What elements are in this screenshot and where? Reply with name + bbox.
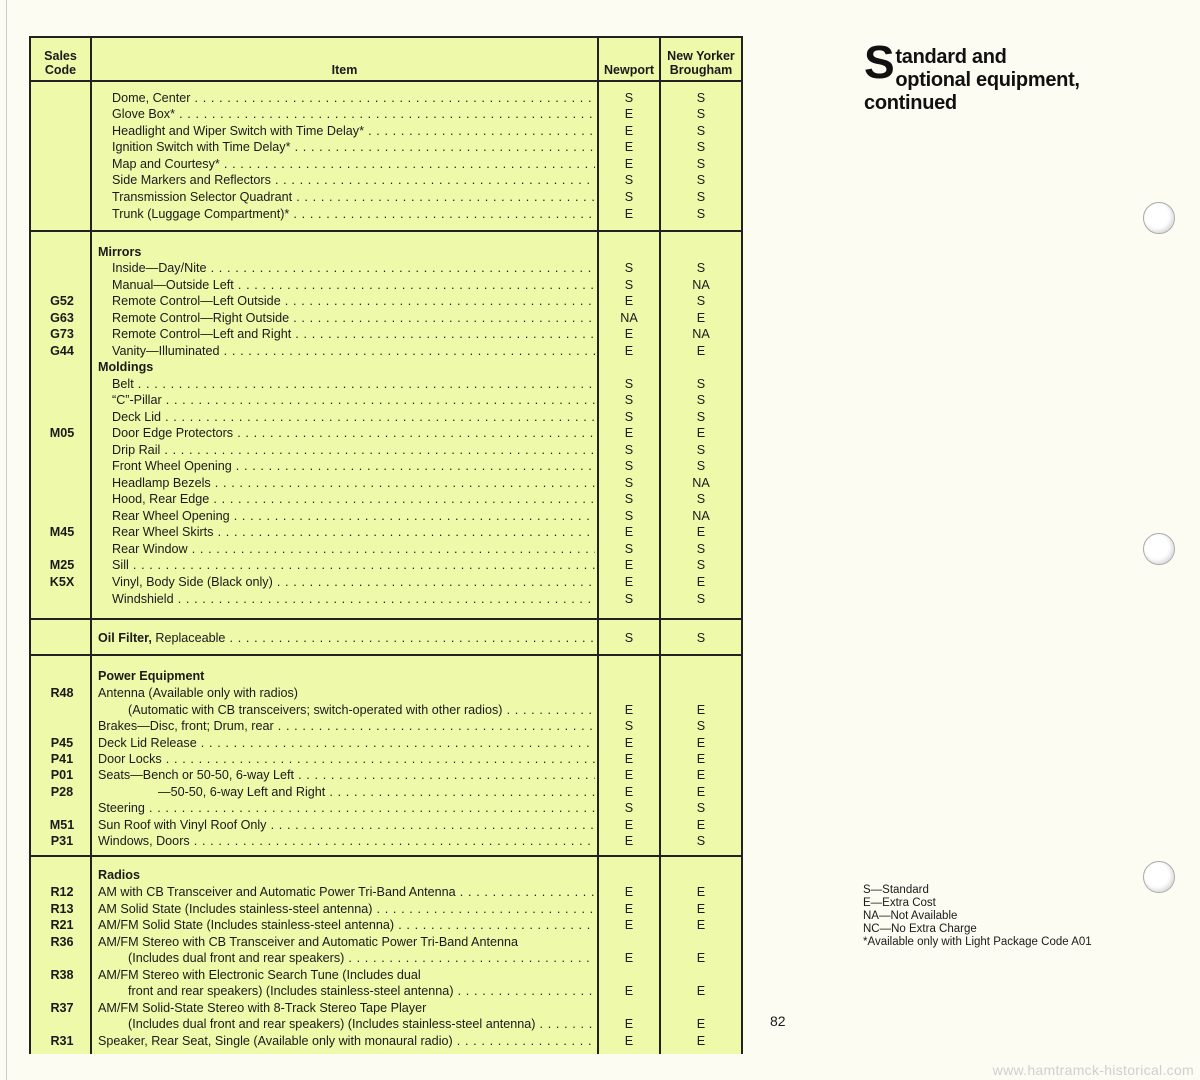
sales-code-cell: M25 — [49, 558, 75, 572]
new-yorker-brougham-cell: S — [696, 157, 706, 171]
table-row — [31, 751, 741, 768]
item-cell: Glove Box* . . . — [112, 106, 595, 123]
section-rule — [31, 618, 741, 620]
item-cell: Vinyl, Body Side (Black only) . . . — [112, 574, 595, 591]
new-yorker-brougham-cell: S — [696, 410, 706, 424]
table-row — [31, 310, 741, 327]
table-row — [31, 630, 741, 647]
item-cell: AM Solid State (Includes stainless-steel antenna) . . . — [98, 901, 595, 918]
table-row — [31, 574, 741, 591]
newport-cell: S — [624, 443, 634, 457]
item-cell: (Includes dual front and rear speakers) (Includes stainless-steel antenna) . . . — [128, 1016, 595, 1033]
section-rule — [31, 654, 741, 656]
table-row — [31, 260, 741, 277]
item-cell: “C”-Pillar . . . — [112, 392, 595, 409]
new-yorker-brougham-cell: S — [696, 801, 706, 815]
heading-line-3: continued — [864, 92, 957, 114]
table-row — [31, 244, 741, 261]
header-newport-text: Newport — [604, 63, 654, 77]
table-row — [31, 735, 741, 752]
item-cell: Vanity—Illuminated . . . — [112, 343, 595, 360]
item-cell: Inside—Day/Nite . . . — [112, 260, 595, 277]
table-row — [31, 884, 741, 901]
table-row — [31, 409, 741, 426]
new-yorker-brougham-cell: S — [696, 631, 706, 645]
table-row — [31, 392, 741, 409]
sales-code-cell: G73 — [50, 327, 74, 341]
legend-item: NC—No Extra Charge — [863, 923, 977, 935]
new-yorker-brougham-cell: E — [696, 818, 706, 832]
heading-initial: S — [864, 36, 895, 88]
newport-cell: E — [624, 703, 634, 717]
new-yorker-brougham-cell: S — [696, 443, 706, 457]
sales-code-cell: R21 — [50, 918, 74, 932]
newport-cell: S — [624, 542, 634, 556]
item-cell: Antenna (Available only with radios) — [98, 686, 298, 700]
table-row — [31, 702, 741, 719]
heading-line-1: tandard and — [895, 46, 1007, 68]
new-yorker-brougham-cell: S — [696, 124, 706, 138]
table-row — [31, 524, 741, 541]
new-yorker-brougham-cell: S — [696, 393, 706, 407]
newport-cell: S — [624, 592, 634, 606]
item-cell: Dome, Center . . . — [112, 90, 595, 107]
item-cell: AM with CB Transceiver and Automatic Power Tri-Band Antenna . . . — [98, 884, 595, 901]
item-cell: Front Wheel Opening . . . — [112, 458, 595, 475]
item-cell: Speaker, Rear Seat, Single (Available only with monaural radio) . . . — [98, 1033, 595, 1050]
table-row — [31, 967, 741, 984]
item-cell: Belt . . . — [112, 376, 595, 393]
item-cell: Remote Control—Left Outside . . . — [112, 293, 595, 310]
newport-cell: E — [624, 344, 634, 358]
table-row — [31, 475, 741, 492]
item-cell: Windows, Doors . . . — [98, 833, 595, 850]
new-yorker-brougham-cell: NA — [692, 509, 710, 523]
new-yorker-brougham-cell: E — [696, 918, 706, 932]
sales-code-cell: G63 — [50, 311, 74, 325]
sales-code-cell: R13 — [50, 902, 74, 916]
new-yorker-brougham-cell: E — [696, 902, 706, 916]
table-row — [31, 557, 741, 574]
table-row — [31, 591, 741, 608]
table-row — [31, 491, 741, 508]
table-row — [31, 172, 741, 189]
new-yorker-brougham-cell: E — [696, 703, 706, 717]
newport-cell: E — [624, 1017, 634, 1031]
table-row — [31, 359, 741, 376]
new-yorker-brougham-cell: S — [696, 542, 706, 556]
new-yorker-brougham-cell: E — [696, 311, 706, 325]
new-yorker-brougham-cell: S — [696, 592, 706, 606]
legend-item: E—Extra Cost — [863, 897, 936, 909]
newport-cell: S — [624, 719, 634, 733]
new-yorker-brougham-cell: E — [696, 1034, 706, 1048]
header-newport — [599, 38, 659, 80]
new-yorker-brougham-cell: E — [696, 951, 706, 965]
new-yorker-brougham-cell: S — [696, 459, 706, 473]
table-row — [31, 189, 741, 206]
item-cell: Headlamp Bezels . . . — [112, 475, 595, 492]
item-cell: Door Edge Protectors . . . — [112, 425, 595, 442]
table-row — [31, 833, 741, 850]
table-row — [31, 950, 741, 967]
new-yorker-brougham-cell: S — [696, 207, 706, 221]
newport-cell: E — [624, 752, 634, 766]
table-row — [31, 1016, 741, 1033]
page-number: 82 — [770, 1013, 786, 1029]
sales-code-cell: P41 — [50, 752, 74, 766]
newport-cell: E — [624, 426, 634, 440]
sales-code-cell: M45 — [49, 525, 75, 539]
table-row — [31, 541, 741, 558]
item-cell: front and rear speakers) (Includes stainless-steel antenna) . . . — [128, 983, 595, 1000]
table-row — [31, 817, 741, 834]
item-cell: Brakes—Disc, front; Drum, rear . . . — [98, 718, 595, 735]
newport-cell: E — [624, 157, 634, 171]
item-cell: Side Markers and Reflectors . . . — [112, 172, 595, 189]
newport-cell: S — [624, 261, 634, 275]
header-rule — [31, 80, 741, 82]
sales-code-cell: G44 — [50, 344, 74, 358]
item-cell: Rear Wheel Skirts . . . — [112, 524, 595, 541]
item-cell: Deck Lid . . . — [112, 409, 595, 426]
new-yorker-brougham-cell: E — [696, 525, 706, 539]
sales-code-cell: M05 — [49, 426, 75, 440]
newport-cell: E — [624, 834, 634, 848]
header-new-yorker-brougham — [661, 38, 741, 80]
new-yorker-brougham-cell: S — [696, 140, 706, 154]
item-cell: Trunk (Luggage Compartment)* . . . — [112, 206, 595, 223]
item-cell: Drip Rail . . . — [112, 442, 595, 459]
newport-cell: S — [624, 278, 634, 292]
new-yorker-brougham-cell: S — [696, 173, 706, 187]
new-yorker-brougham-cell: S — [696, 377, 706, 391]
newport-cell: E — [624, 736, 634, 750]
item-cell: AM/FM Stereo with Electronic Search Tune (Includes dual — [98, 968, 421, 982]
watermark-text: www.hamtramck-historical.com — [992, 1062, 1194, 1078]
table-row — [31, 867, 741, 884]
table-row — [31, 983, 741, 1000]
header-item-text: Item — [331, 63, 358, 77]
item-cell: AM/FM Stereo with CB Transceiver and Automatic Power Tri-Band Antenna — [98, 935, 518, 949]
newport-cell: E — [624, 207, 634, 221]
item-cell: Headlight and Wiper Switch with Time Delay* . . . — [112, 123, 595, 140]
sales-code-cell: R36 — [50, 935, 74, 949]
newport-cell: E — [624, 575, 634, 589]
item-cell: —50-50, 6-way Left and Right . . . — [158, 784, 595, 801]
page-heading — [864, 36, 1164, 115]
legend-item: NA—Not Available — [863, 910, 958, 922]
table-row — [31, 901, 741, 918]
new-yorker-brougham-cell: E — [696, 768, 706, 782]
newport-cell: S — [624, 801, 634, 815]
item-cell: Manual—Outside Left . . . — [112, 277, 595, 294]
newport-cell: E — [624, 885, 634, 899]
newport-cell: S — [624, 476, 634, 490]
newport-cell: NA — [620, 311, 638, 325]
new-yorker-brougham-cell: S — [696, 719, 706, 733]
section-heading: Power Equipment — [98, 669, 205, 683]
newport-cell: E — [624, 918, 634, 932]
item-cell: AM/FM Solid-State Stereo with 8-Track Stereo Tape Player — [98, 1001, 427, 1015]
newport-cell: S — [624, 377, 634, 391]
section-heading: Radios — [98, 868, 140, 882]
new-yorker-brougham-cell: S — [696, 294, 706, 308]
page-edge — [6, 0, 7, 1080]
new-yorker-brougham-cell: S — [696, 834, 706, 848]
sales-code-cell: K5X — [49, 575, 75, 589]
table-row — [31, 106, 741, 123]
table-row — [31, 90, 741, 107]
newport-cell: E — [624, 951, 634, 965]
table-row — [31, 718, 741, 735]
heading-line-2: optional equipment, — [895, 69, 1080, 91]
item-cell: Rear Wheel Opening . . . — [112, 508, 595, 525]
table-row — [31, 767, 741, 784]
item-cell: Rear Window . . . — [112, 541, 595, 558]
newport-cell: E — [624, 525, 634, 539]
item-cell: Windshield . . . — [112, 591, 595, 608]
binder-hole — [1143, 533, 1175, 565]
sales-code-cell: R38 — [50, 968, 74, 982]
table-row — [31, 1033, 741, 1050]
new-yorker-brougham-cell: E — [696, 575, 706, 589]
newport-cell: E — [624, 785, 634, 799]
new-yorker-brougham-cell: S — [696, 558, 706, 572]
new-yorker-brougham-cell: E — [696, 1017, 706, 1031]
newport-cell: E — [624, 818, 634, 832]
newport-cell: E — [624, 768, 634, 782]
new-yorker-brougham-cell: E — [696, 426, 706, 440]
newport-cell: E — [624, 124, 634, 138]
header-sales-code — [31, 38, 90, 80]
table-row — [31, 206, 741, 223]
item-cell: Deck Lid Release . . . — [98, 735, 595, 752]
newport-cell: S — [624, 459, 634, 473]
newport-cell: E — [624, 1034, 634, 1048]
item-cell: Seats—Bench or 50-50, 6-way Left . . . — [98, 767, 595, 784]
newport-cell: E — [624, 327, 634, 341]
newport-cell: E — [624, 984, 634, 998]
new-yorker-brougham-cell: NA — [692, 476, 710, 490]
table-row — [31, 425, 741, 442]
new-yorker-brougham-cell: E — [696, 885, 706, 899]
item-cell: Hood, Rear Edge . . . — [112, 491, 595, 508]
table-row — [31, 685, 741, 702]
table-row — [31, 326, 741, 343]
new-yorker-brougham-cell: E — [696, 752, 706, 766]
table-row — [31, 458, 741, 475]
table-row — [31, 784, 741, 801]
item-cell: Remote Control—Right Outside . . . — [112, 310, 595, 327]
newport-cell: E — [624, 107, 634, 121]
sales-code-cell: P01 — [50, 768, 74, 782]
sales-code-cell: R31 — [50, 1034, 74, 1048]
section-heading: Mirrors — [98, 245, 142, 259]
sales-code-cell: M51 — [49, 818, 75, 832]
table-row — [31, 917, 741, 934]
newport-cell: E — [624, 558, 634, 572]
newport-cell: S — [624, 173, 634, 187]
sales-code-cell: P28 — [50, 785, 74, 799]
table-row — [31, 293, 741, 310]
item-cell: Remote Control—Left and Right . . . — [112, 326, 595, 343]
table-row — [31, 668, 741, 685]
section-rule — [31, 855, 741, 857]
section-heading: Moldings — [98, 360, 154, 374]
header-nyb-text: New Yorker Brougham — [667, 49, 735, 77]
legend — [863, 884, 1092, 949]
sales-code-cell: G52 — [50, 294, 74, 308]
newport-cell: E — [624, 902, 634, 916]
newport-cell: S — [624, 631, 634, 645]
section-rule — [31, 230, 741, 232]
table-row — [31, 376, 741, 393]
header-sales-code-text: Sales Code — [44, 49, 77, 77]
table-row — [31, 156, 741, 173]
new-yorker-brougham-cell: NA — [692, 327, 710, 341]
newport-cell: E — [624, 140, 634, 154]
table-row — [31, 139, 741, 156]
item-cell: Sun Roof with Vinyl Roof Only . . . — [98, 817, 595, 834]
item-cell: Sill . . . — [112, 557, 595, 574]
legend-item: *Available only with Light Package Code A01 — [863, 936, 1092, 948]
table-row — [31, 343, 741, 360]
item-cell: Door Locks . . . — [98, 751, 595, 768]
table-row — [31, 1000, 741, 1017]
table-row — [31, 123, 741, 140]
new-yorker-brougham-cell: E — [696, 736, 706, 750]
binder-hole — [1143, 861, 1175, 893]
table-row — [31, 277, 741, 294]
header-item — [92, 38, 597, 80]
newport-cell: S — [624, 509, 634, 523]
new-yorker-brougham-cell: S — [696, 261, 706, 275]
newport-cell: E — [624, 294, 634, 308]
newport-cell: S — [624, 91, 634, 105]
table-row — [31, 442, 741, 459]
sales-code-cell: R12 — [50, 885, 74, 899]
new-yorker-brougham-cell: S — [696, 107, 706, 121]
new-yorker-brougham-cell: NA — [692, 278, 710, 292]
sales-code-cell: P45 — [50, 736, 74, 750]
table-row — [31, 800, 741, 817]
newport-cell: S — [624, 190, 634, 204]
item-cell: Steering . . . — [98, 800, 595, 817]
sales-code-cell: R48 — [50, 686, 74, 700]
binder-hole — [1143, 202, 1175, 234]
new-yorker-brougham-cell: S — [696, 492, 706, 506]
new-yorker-brougham-cell: E — [696, 344, 706, 358]
item-cell: Oil Filter, Replaceable . . . — [98, 630, 595, 647]
newport-cell: S — [624, 410, 634, 424]
item-cell: (Automatic with CB transceivers; switch-operated with other radios) . . . — [128, 702, 595, 719]
sales-code-cell: P31 — [50, 834, 74, 848]
sales-code-cell: R37 — [50, 1001, 74, 1015]
table-row — [31, 508, 741, 525]
new-yorker-brougham-cell: E — [696, 984, 706, 998]
item-cell: Ignition Switch with Time Delay* . . . — [112, 139, 595, 156]
new-yorker-brougham-cell: S — [696, 91, 706, 105]
equipment-table — [29, 36, 743, 1054]
legend-item: S—Standard — [863, 884, 929, 896]
newport-cell: S — [624, 492, 634, 506]
item-cell: (Includes dual front and rear speakers) . . . — [128, 950, 595, 967]
newport-cell: S — [624, 393, 634, 407]
item-cell: Transmission Selector Quadrant . . . — [112, 189, 595, 206]
item-cell: AM/FM Solid State (Includes stainless-steel antenna) . . . — [98, 917, 595, 934]
table-row — [31, 934, 741, 951]
new-yorker-brougham-cell: E — [696, 785, 706, 799]
new-yorker-brougham-cell: S — [696, 190, 706, 204]
item-cell: Map and Courtesy* . . . — [112, 156, 595, 173]
